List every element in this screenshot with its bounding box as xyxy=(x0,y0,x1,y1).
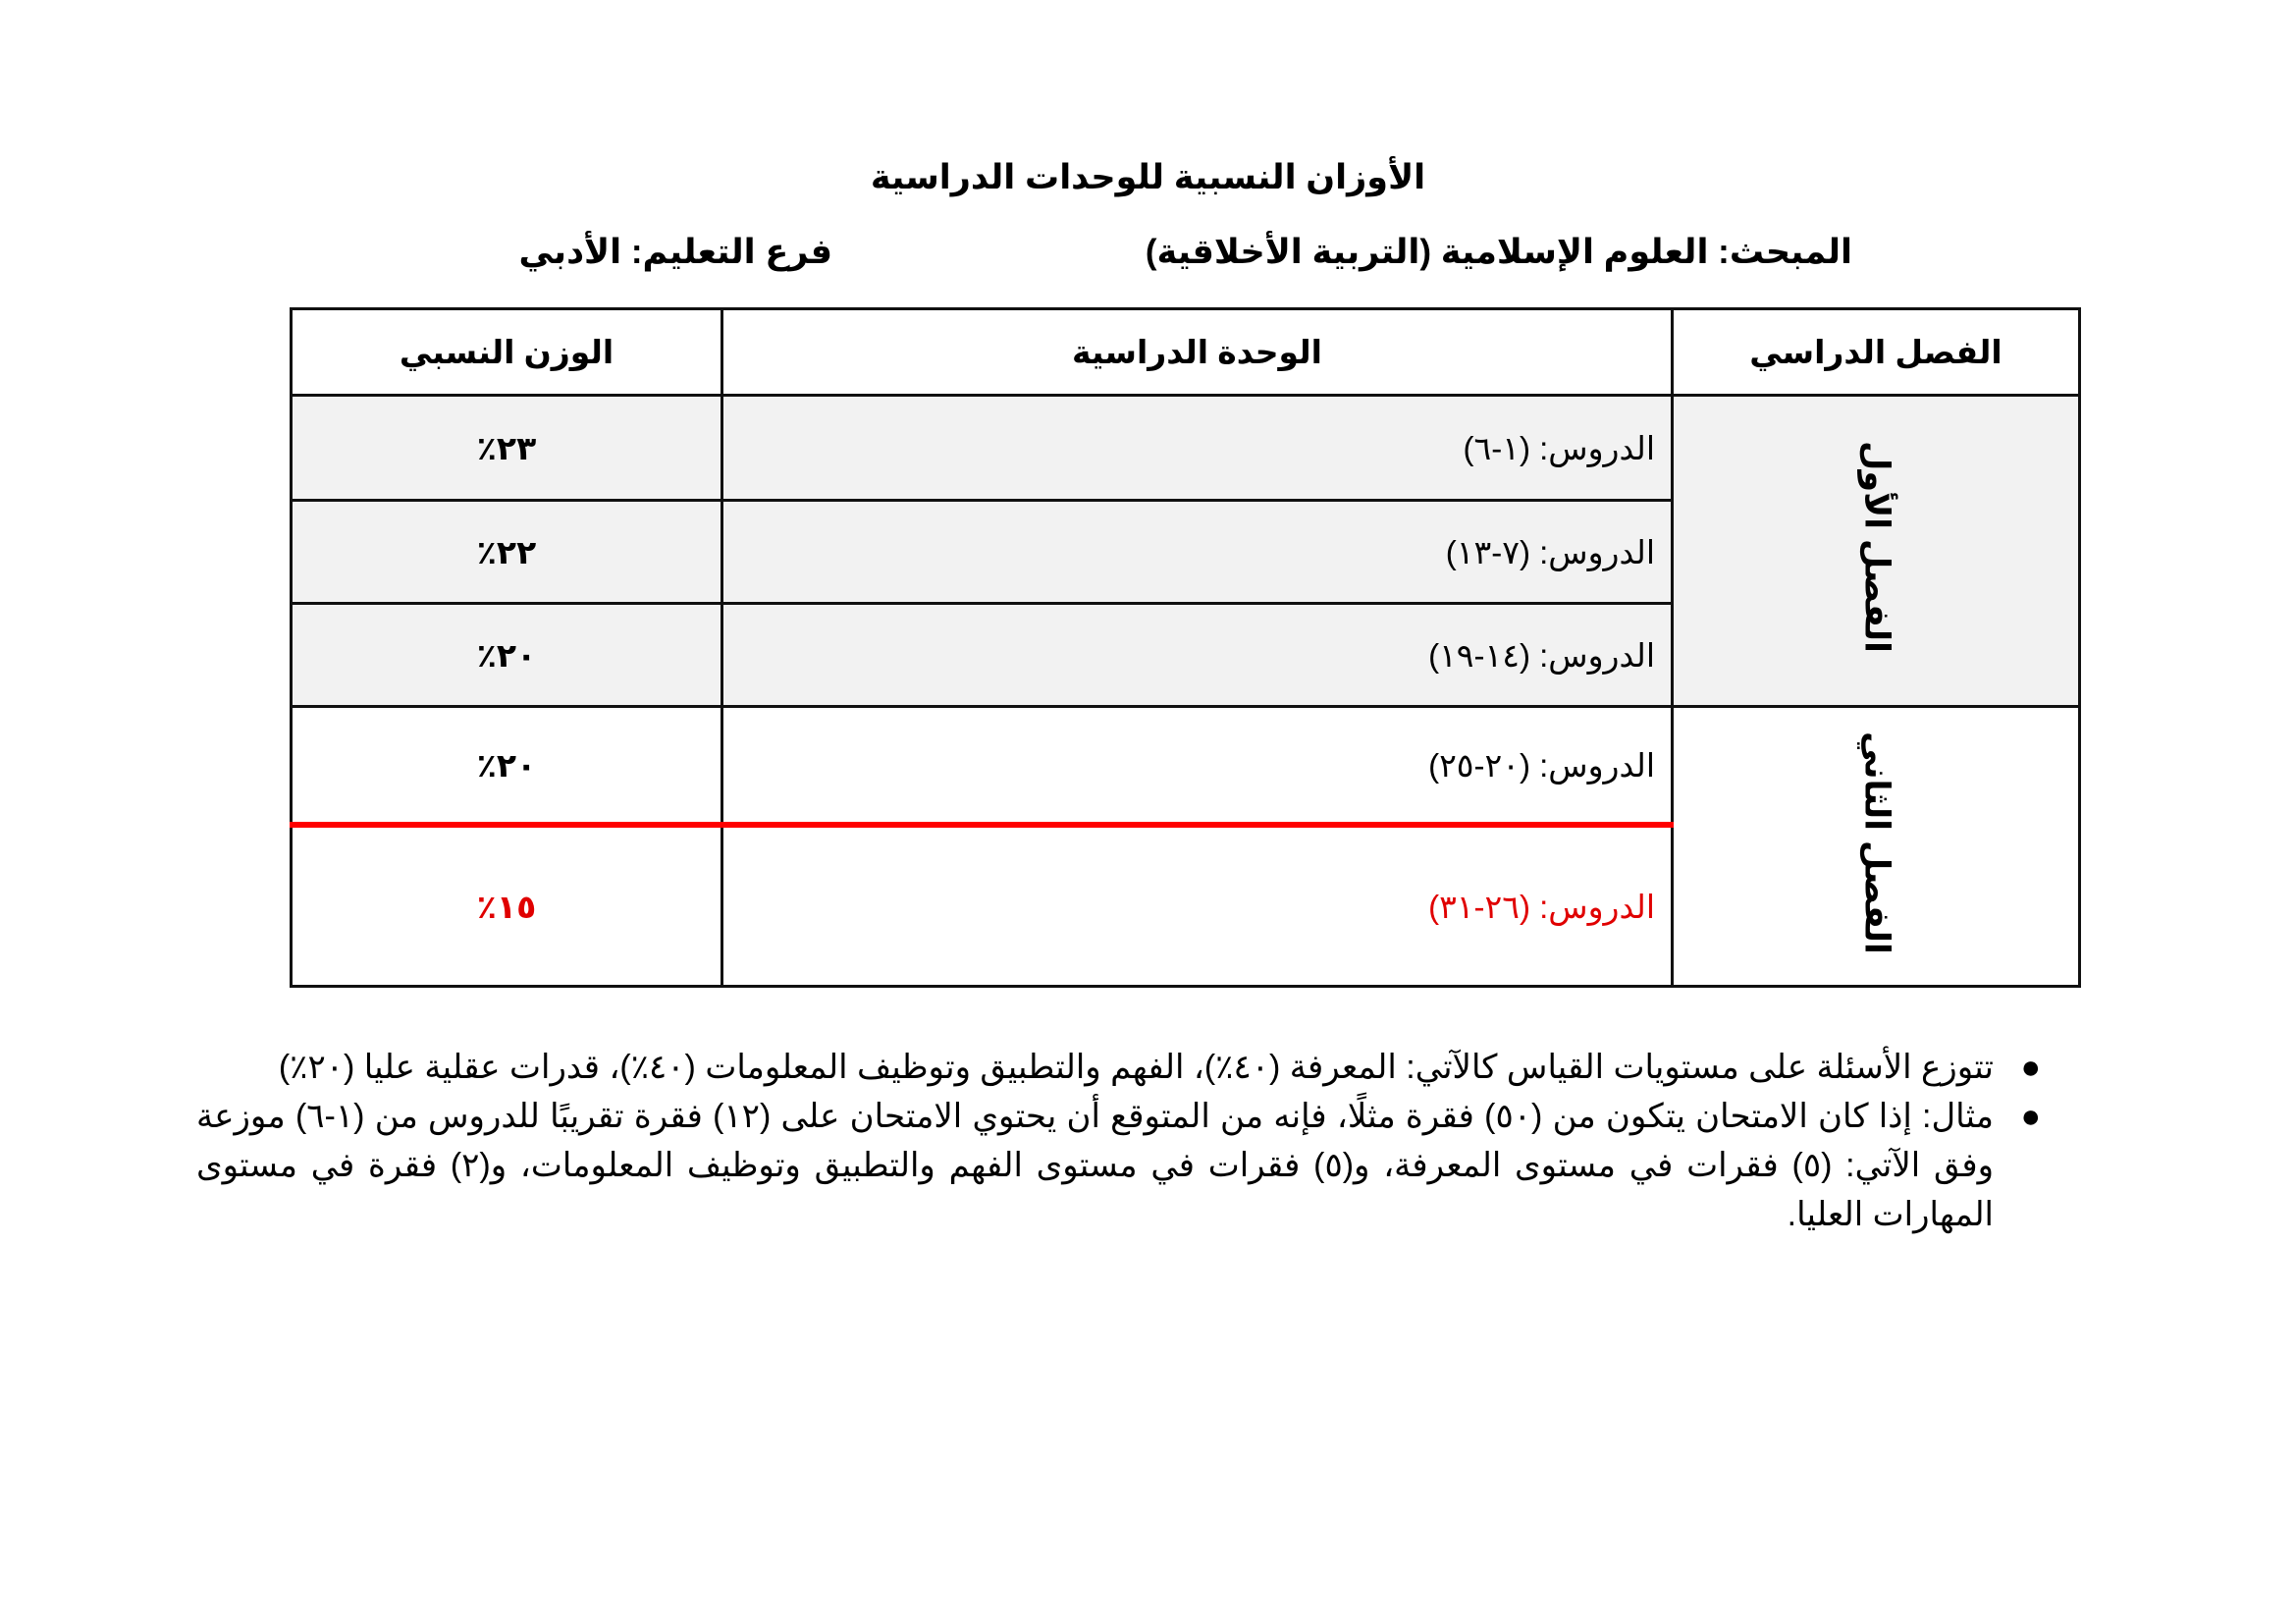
term-cell-first xyxy=(1673,396,2080,707)
weight-cell-highlighted: ١٥٪ xyxy=(292,825,722,987)
note-text: تتوزع الأسئلة على مستويات القياس كالآتي: المعرفة (٤٠٪)، الفهم والتطبيق وتوظيف المعلومات (٤٠٪)، قدرات عقلية عليا (٢٠٪) xyxy=(278,1049,1994,1086)
header-weight: الوزن النسبي xyxy=(292,309,722,396)
term-label-second: الفصل الثاني xyxy=(1857,731,1896,954)
document-title: الأوزان النسبية للوحدات الدراسية xyxy=(870,158,1426,196)
unit-cell: الدروس: (١٤-١٩) xyxy=(722,604,1673,707)
weight-cell: ٢٣٪ xyxy=(292,396,722,501)
notes-section xyxy=(196,1043,2068,1239)
notes-list xyxy=(196,1043,2068,1239)
unit-cell: الدروس: (١-٦) xyxy=(722,396,1673,501)
unit-cell: الدروس: (٧-١٣) xyxy=(722,501,1673,604)
subject-label: المبحث: العلوم الإسلامية (التربية الأخلاقية) xyxy=(1145,233,1852,271)
bullet-icon: ● xyxy=(2020,1098,2041,1135)
list-item xyxy=(196,1043,2041,1092)
header-term: الفصل الدراسي xyxy=(1673,309,2080,396)
table-header-row xyxy=(292,309,2080,396)
header-unit: الوحدة الدراسية xyxy=(722,309,1673,396)
weight-cell: ٢٢٪ xyxy=(292,501,722,604)
bullet-icon: ● xyxy=(2020,1049,2041,1086)
term-cell-second xyxy=(1673,707,2080,987)
unit-cell-highlighted: الدروس: (٢٦-٣١) xyxy=(722,825,1673,987)
weight-cell: ٢٠٪ xyxy=(292,604,722,707)
weights-table xyxy=(290,307,2081,988)
unit-cell: الدروس: (٢٠-٢٥) xyxy=(722,707,1673,826)
branch-label: فرع التعليم: الأدبي xyxy=(518,233,832,271)
term-label-first: الفصل الأول xyxy=(1857,441,1896,653)
note-text: مثال: إذا كان الامتحان يتكون من (٥٠) فقرة مثلًا، فإنه من المتوقع أن يحتوي الامتحان على (١٢) فقرة تقريبًا للدروس من (١-٦) موزعة وفق الآتي: (٥) فقرات في مستوى المعرفة، و(٥) فقرات في مستوى الفهم والتطبيق وتوظيف المعلومات، و(٢) فقرة في مستوى المهارات العليا. xyxy=(196,1098,1995,1233)
weight-cell: ٢٠٪ xyxy=(292,707,722,826)
list-item xyxy=(196,1092,2041,1239)
table-row xyxy=(292,396,2080,501)
table-row xyxy=(292,707,2080,826)
